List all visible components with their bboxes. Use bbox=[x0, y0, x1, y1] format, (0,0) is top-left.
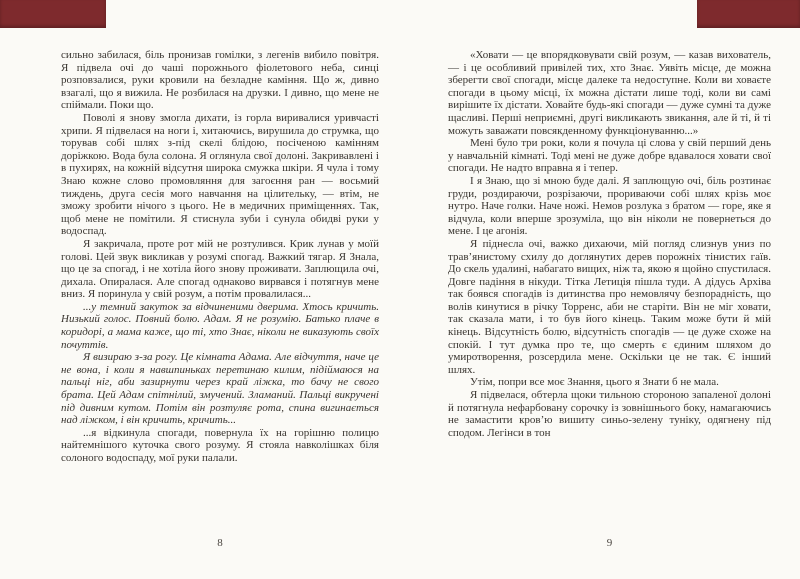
paragraph: Я визираю з-за рогу. Це кімната Адама. Але відчуття, наче це не вона, і коли я навшпиньках перетинаю килим, підіймаюся на пальці ніг, аби зазирнути через край ліжка, то бачу не свого брата. Цей Адам спітнілий, змучений. Зламаний. Пальці викручені під дивним кутом. Потім він розтуляє рота, спина вигинається над ліжком, і він кричить, кричить... bbox=[61, 351, 379, 427]
paragraph: І я Знаю, що зі мною буде далі. Я заплющую очі, біль розтинає груди, роздираючи, розрізаючи, прориваючи собі шлях крізь моє нутро. Наче голки. Наче ножі. Немов розлука з братом — горе, яке я відчула, коли вперше зрозуміла, що він ніколи не повернеться до мене. І це агонія. bbox=[448, 174, 771, 238]
book-cover-edge-right bbox=[697, 0, 800, 28]
paragraph: Я підвелася, обтерла щоки тильною стороною запаленої долоні й потягнула нефарбовану сорочку із зовнішнього боку, намагаючись не замастити кров’ю вишиту синьо-зелену туніку, одягнену під сподом. Легінси в тон bbox=[448, 389, 771, 439]
book-cover-edge-left bbox=[0, 0, 106, 28]
page-number-right: 9 bbox=[606, 537, 613, 549]
paragraph: ...я відкинула спогади, повернула їх на горішню полицю найтемнішого куточка свого розуму. Я стояла навколішках біля солоного водоспаду, мої руки палали. bbox=[61, 426, 379, 464]
paragraph: Мені було три роки, коли я почула ці слова у свій перший день у навчальній кімнаті. Тоді мені не дуже добре вдавалося ховати свої спогади. Не надто вправна я і тепер. bbox=[448, 137, 771, 175]
paragraph: «Ховати — це впорядковувати свій розум, — казав вихователь, — і це особливий привілей тих, хто Знає. Уявіть місце, де можна зберегти свої спогади, місце далеке та недоступне. Коли ви ховаєте спогади в цьому місці, їх можна дістати лише тоді, коли ви самі вирішите їх дістати. Ховайте будь-які спогади — дуже сумні та дуже щасливі. Перші неприємні, другі викликають звикання, але й ті, й ті можуть заважати повсякденному функціонуванню...» bbox=[448, 49, 771, 137]
right-page-text bbox=[448, 49, 771, 439]
paragraph: Поволі я знову змогла дихати, із горла виривалися уривчасті хрипи. Я підвелася на ноги і, хитаючись, вирушила до струмка, що торував собі шлях з-під скелі блідою, посіченою камінням доріжкою. Вода була солона. Я оглянула свої долоні. Закривавлені і в пухирях, на кожній відсутня широка смужка шкіри. Я чула і тому Знаю кожне слово промовляння для загоєння ран — восьмий тиждень, друга сесія мого навчання на цілительку, — втім, не зможу зробити нічого з цього. Не в медичних приміщеннях. Так, щоб мене не помітили. Я стиснула зуби і сунула обидві руки у водоспад. bbox=[61, 111, 379, 238]
paragraph: Утім, попри все моє Знання, цього я Знати б не мала. bbox=[470, 376, 719, 389]
page-number-left: 8 bbox=[217, 537, 223, 549]
paragraph: Я піднесла очі, важко дихаючи, мій погляд слизнув униз по трав’янистому схилу до доглянутих дерев порожніх тінистих гаїв. До скель удалині, набагато вищих, ніж та, якою я щойно спустилася. Довге падіння в нікуди. Тітка Летиція пішла туди. А дідусь Архіва так боявся спогадів із дитинства про немовлячу безпорадність, що волів кинутися в річку Торренс, аби не старіти. Він не міг ховати, так сказала мати, і то був його кінець. Таким може бути й мій кінець. Відсутність болю, відсутність спогадів — це дуже схоже на спокій. І тут думка про те, що смерть є єдиним шляхом до умиротворення, розсердила мене. Оскільки це не так. Є інший шлях. bbox=[448, 237, 771, 376]
paragraph: сильно забилася, біль пронизав гомілки, з легенів вибило повітря. Я підвела очі до чаші порожнього фіолетового неба, синці розповзалися, руки кровили на безладне каміння. Що ж, дивно взагалі, що я вижила. Не розбилася на друзки. І дивно, що мене не спіймали. Поки що. bbox=[61, 49, 379, 112]
paragraph: Я закричала, проте рот мій не розтулився. Крик лунав у моїй голові. Цей звук викликав у розумі спогад. Важкий тягар. Я Знала, що це за спогад, і не хотіла його знову проживати. Заплющила очі, дихала. Опиралася. Але спогад однаково вирвався і потягнув мене вниз. Я поринула у свій розум, а потім провалилася... bbox=[61, 237, 379, 301]
left-page-text bbox=[61, 49, 379, 465]
paragraph: ...у темний закуток за відчиненими дверима. Хтось кричить. Низький голос. Повний болю. Адам. Я не розумію. Батько плаче в коридорі, а мама каже, що ті, хто Знає, ніколи не виказують своїх почуттів. bbox=[61, 300, 379, 351]
